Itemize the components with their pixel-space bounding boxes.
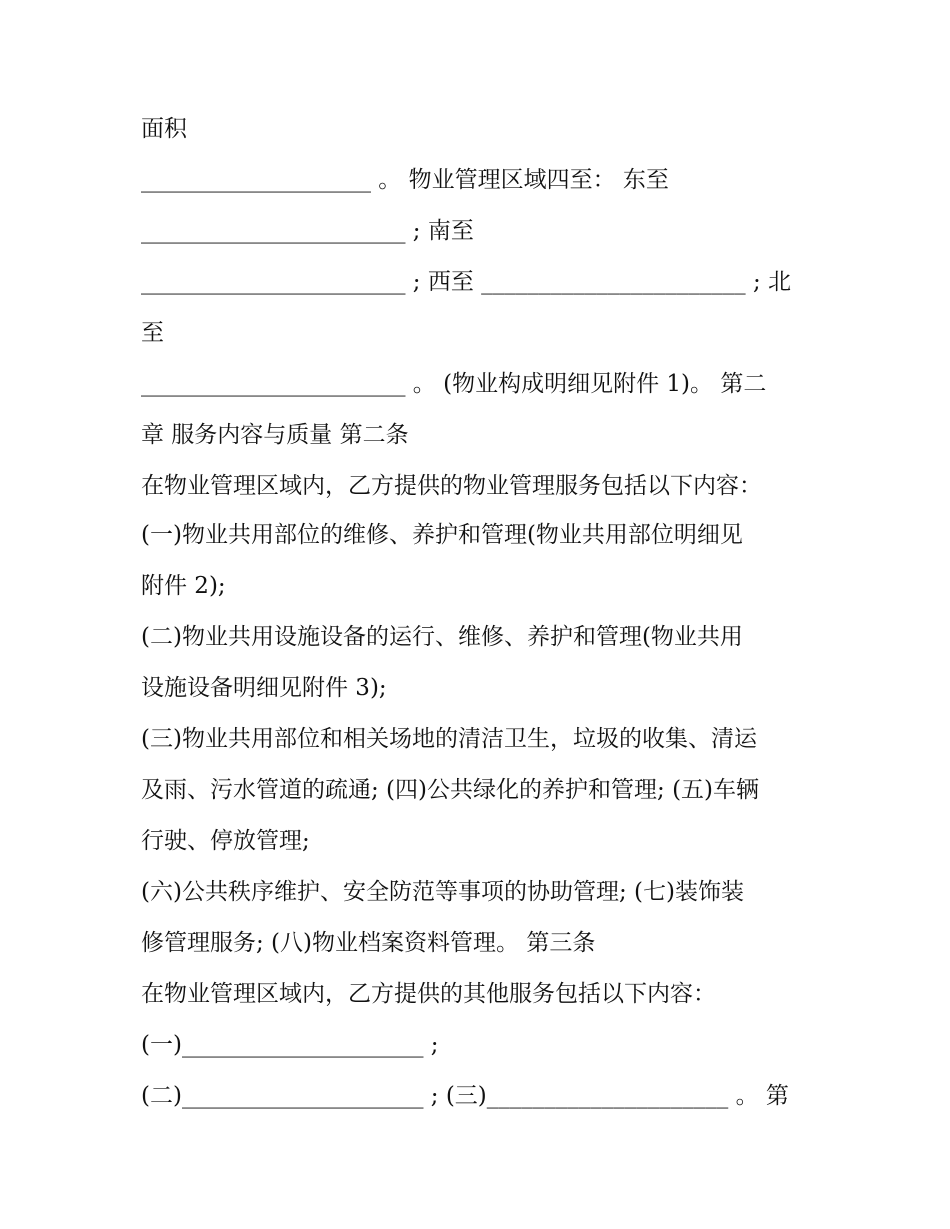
text-line: 至 [141,320,164,346]
text-line: 修管理服务; (八)物业档案资料管理。 第三条 [141,930,596,956]
text-line: (三)物业共用部位和相关场地的清洁卫生，垃圾的收集、清运 [141,726,757,752]
text-line: (二)物业共用设施设备的运行、维修、养护和管理(物业共用 [141,624,743,650]
text-line: (一)物业共用部位的维修、养护和管理(物业共用部位明细见 [141,522,743,548]
text-line: 附件 2); [141,573,226,599]
text-line: _______________________ ; 西至 _______________________ ; 北 [141,269,792,295]
text-line: _______________________ 。 (物业构成明细见附件 1)。 第二 [141,371,767,397]
text-line: _______________________ ; 南至 [141,218,474,244]
text-line: 在物业管理区域内，乙方提供的其他服务包括以下内容： [141,981,716,1007]
text-line: 行驶、停放管理; [141,828,310,854]
text-line: (一)_____________________ ; [141,1032,439,1058]
text-line: 及雨、污水管道的疏通; (四)公共绿化的养护和管理; (五)车辆 [141,777,760,803]
text-line: 章 服务内容与质量 第二条 [141,422,409,448]
text-line: 设施设备明细见附件 3); [141,675,387,701]
text-line: (六)公共秩序维护、安全防范等事项的协助管理; (七)装饰装 [141,879,744,905]
text-line: ____________________ 。 物业管理区域四至： 东至 [141,167,669,193]
text-line: (二)_____________________ ; (三)_____________________ 。 第 [141,1083,789,1109]
text-line: 在物业管理区域内，乙方提供的物业管理服务包括以下内容： [141,473,762,499]
text-line: 面积 [141,116,187,142]
